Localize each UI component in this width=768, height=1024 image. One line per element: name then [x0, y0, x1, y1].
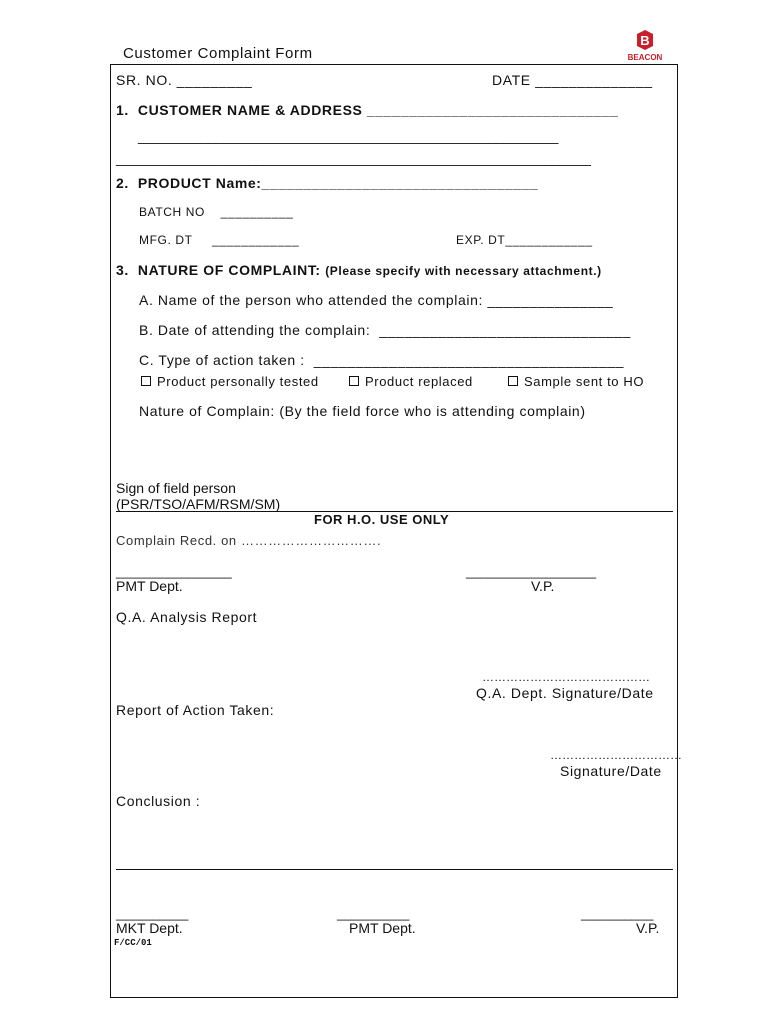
- batch-no-field[interactable]: BATCH NO __________: [139, 205, 294, 219]
- action-taken-label: Report of Action Taken:: [116, 702, 275, 718]
- sign-field-person-label: Sign of field person: [116, 480, 236, 496]
- option-product-tested[interactable]: [141, 375, 319, 388]
- attending-date-field[interactable]: B. Date of attending the complain: ______________________________: [139, 322, 631, 338]
- sr-no-field[interactable]: SR. NO. _________: [116, 72, 253, 88]
- form-title: Customer Complaint Form: [123, 45, 313, 62]
- product-name-field[interactable]: 2. PRODUCT Name:_________________________________: [116, 175, 539, 191]
- qa-sign-label: Q.A. Dept. Signature/Date: [476, 685, 654, 701]
- vp-sign-line[interactable]: __________________: [466, 564, 597, 579]
- pmt-dept-label-2: PMT Dept.: [349, 920, 416, 936]
- date-field[interactable]: DATE ______________: [492, 72, 653, 88]
- customer-name-field[interactable]: 1. CUSTOMER NAME & ADDRESS ______________________________: [116, 102, 619, 118]
- sign-roles-label: (PSR/TSO/AFM/RSM/SM): [116, 496, 281, 512]
- ho-use-heading: FOR H.O. USE ONLY: [314, 512, 450, 527]
- action-type-field[interactable]: C. Type of action taken : _____________________________________: [139, 352, 624, 368]
- complain-recd-field[interactable]: Complain Recd. on ………………………….: [116, 533, 382, 548]
- svg-text:B: B: [640, 33, 650, 48]
- option-product-tested-label: Product personally tested: [157, 374, 319, 389]
- attended-by-field[interactable]: A. Name of the person who attended the complain: _______________: [139, 292, 614, 308]
- conclusion-label: Conclusion :: [116, 793, 201, 809]
- checkbox-icon[interactable]: [508, 376, 518, 386]
- option-sample-sent[interactable]: [508, 375, 644, 388]
- pmt-sign-line-2[interactable]: __________: [337, 906, 410, 921]
- mfg-date-field[interactable]: MFG. DT ____________: [139, 233, 300, 247]
- nature-by-field-label: Nature of Complain: (By the field force who is attending complain): [139, 403, 586, 419]
- mkt-sign-line[interactable]: __________: [116, 906, 189, 921]
- mkt-dept-label: MKT Dept.: [116, 920, 183, 936]
- nature-heading-text: 3. NATURE OF COMPLAINT:: [116, 262, 326, 278]
- address-line-1[interactable]: ______________________________________________________: [138, 128, 559, 144]
- option-product-replaced-label: Product replaced: [365, 374, 473, 389]
- pmt-dept-label: PMT Dept.: [116, 578, 183, 594]
- vp-label: V.P.: [531, 578, 555, 594]
- nature-heading-note: (Please specify with necessary attachment.): [325, 264, 602, 278]
- vp-label-2: V.P.: [636, 920, 660, 936]
- qa-report-label: Q.A. Analysis Report: [116, 609, 258, 625]
- conclusion-line[interactable]: [116, 869, 673, 870]
- action-sign-dots[interactable]: ……………………………: [550, 748, 682, 762]
- pmt-sign-line[interactable]: ________________: [116, 564, 232, 579]
- logo-wordmark: BEACON: [627, 53, 663, 62]
- checkbox-icon[interactable]: [349, 376, 359, 386]
- nature-of-complaint-heading: [116, 263, 602, 277]
- action-sign-label: Signature/Date: [560, 763, 662, 779]
- option-sample-sent-label: Sample sent to HO: [524, 374, 645, 389]
- exp-date-field[interactable]: EXP. DT____________: [456, 233, 593, 247]
- form-code: F/CC/01: [114, 938, 152, 948]
- address-line-2[interactable]: _____________________________________________________________: [116, 150, 591, 166]
- option-product-replaced[interactable]: [349, 375, 473, 388]
- vp-sign-line-2[interactable]: __________: [581, 906, 654, 921]
- beacon-logo: [622, 28, 668, 64]
- qa-sign-dots[interactable]: ……………………………………: [482, 670, 650, 684]
- checkbox-icon[interactable]: [141, 376, 151, 386]
